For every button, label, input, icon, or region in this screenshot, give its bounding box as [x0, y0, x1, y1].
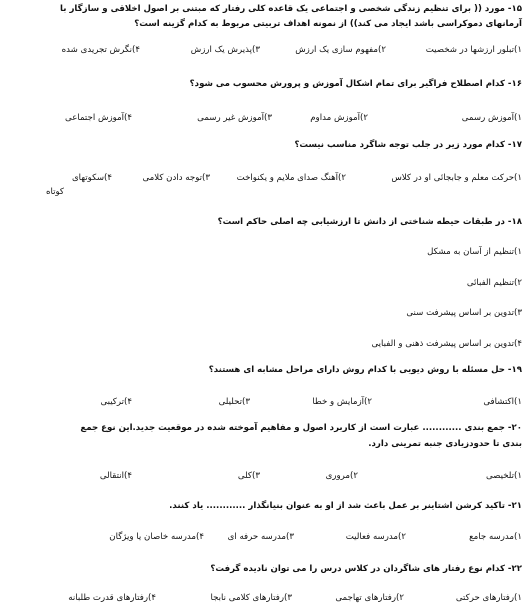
question-16-option-1: ۱)آموزش رسمی — [461, 113, 522, 123]
question-17-option-4-continued: کوتاه — [45, 187, 64, 197]
question-18-option-3: ۳)تدوین بر اساس پیشرفت سنی — [406, 308, 522, 318]
question-19-option-2: ۲)آزمایش و خطا — [312, 397, 372, 407]
question-17-option-4: ۴)سکوتهای — [71, 173, 112, 183]
question-21-option-2: ۲)مدرسه فعالیت — [345, 532, 406, 542]
question-16-text: ۱۶- کدام اصطلاح فراگیر برای تمام اشکال آموزش و پرورش محسوب می شود؟ — [189, 79, 522, 89]
question-18-option-4: ۴)تدوین بر اساس پیشرفت ذهنی و الفبایی — [371, 339, 522, 349]
question-19-option-4: ۴)ترکیبی — [100, 397, 132, 407]
question-16-option-4: ۴)آموزش اجتماعی — [65, 113, 132, 123]
question-19-text: ۱۹- حل مسئله با روش دیویی با کدام روش دارای مراحل مشابه ای هستند؟ — [208, 365, 522, 375]
question-17-option-3: ۳)توجه دادن کلامی — [142, 173, 210, 183]
question-15-text-line-2: آرمانهای دموکراسی باشد ایجاد می کند)) از نمونه اهداف تربیتی مربوط به کدام گزینه است؟ — [134, 19, 522, 29]
question-19-option-1: ۱)اکتشافی — [483, 397, 522, 407]
question-21-text: ۲۱- تاکید کرشن اشتاینر بر عمل باعث شد از او به عنوان بنیانگذار ............ یاد کنند. — [169, 501, 522, 511]
question-20-text-line-1: ۲۰- جمع بندی ............ عبارت است از کاربرد اصول و مفاهیم آموخته شده در موقعیت جدید.این نوع جمع — [80, 423, 522, 433]
question-20-option-1: ۱)تلخیصی — [486, 471, 522, 481]
question-17-option-1: ۱)حرکت معلم و جابجائی او در کلاس — [391, 173, 522, 183]
question-15-option-3: ۳)پذیرش یک ارزش — [190, 45, 260, 55]
question-20-option-2: ۲)مروری — [325, 471, 358, 481]
question-18-option-2: ۲)تنظیم الفبائی — [466, 278, 522, 288]
question-21-option-1: ۱)مدرسه جامع — [469, 532, 522, 542]
question-21-option-3: ۳)مدرسه حرفه ای — [227, 532, 294, 542]
question-17-option-2: ۲)آهنگ صدای ملایم و یکنواخت — [236, 173, 346, 183]
question-18-option-1: ۱)تنظیم از آسان به مشکل — [427, 247, 522, 257]
question-15-option-4: ۴)نگرش تجریدی شده — [61, 45, 140, 55]
question-17-text: ۱۷- کدام مورد زیر در جلب توجه شاگرد مناسب نیست؟ — [294, 140, 522, 150]
question-15-text-line-1: ۱۵- مورد (( برای تنظیم زندگی شخصی و اجتماعی یک قاعده کلی رفتار که مبتنی بر اصول اخلاقی و سازگار با — [60, 4, 522, 14]
question-20-option-3: ۳)کلی — [237, 471, 260, 481]
question-20-option-4: ۴)انتقالی — [99, 471, 132, 481]
question-22-option-4: ۴)رفتارهای قدرت طلبانه — [68, 593, 156, 603]
question-21-option-4: ۴)مدرسه خاصان یا ویژگان — [109, 532, 204, 542]
question-22-option-2: ۲)رفتارهای تهاجمی — [335, 593, 404, 603]
question-16-option-3: ۳)آموزش غیر رسمی — [197, 113, 272, 123]
question-15-option-2: ۲)مفهوم سازی یک ارزش — [295, 45, 386, 55]
question-22-option-1: ۱)رفتارهای حرکتی — [455, 593, 522, 603]
question-15-option-1: ۱)تبلور ارزشها در شخصیت — [425, 45, 522, 55]
question-18-text: ۱۸- در طبقات حیطه شناختی از دانش تا ارزشیابی چه اصلی حاکم است؟ — [217, 217, 522, 227]
question-20-text-line-2: بندی تا حدودزیادی جنبه تمرینی دارد. — [368, 439, 522, 449]
question-19-option-3: ۳)تحلیلی — [218, 397, 250, 407]
question-16-option-2: ۲)آموزش مداوم — [310, 113, 368, 123]
question-22-option-3: ۳)رفتارهای کلامی نابجا — [210, 593, 292, 603]
question-22-text: ۲۲- کدام نوع رفتار های شاگردان در کلاس درس را می توان نادیده گرفت؟ — [210, 564, 522, 574]
